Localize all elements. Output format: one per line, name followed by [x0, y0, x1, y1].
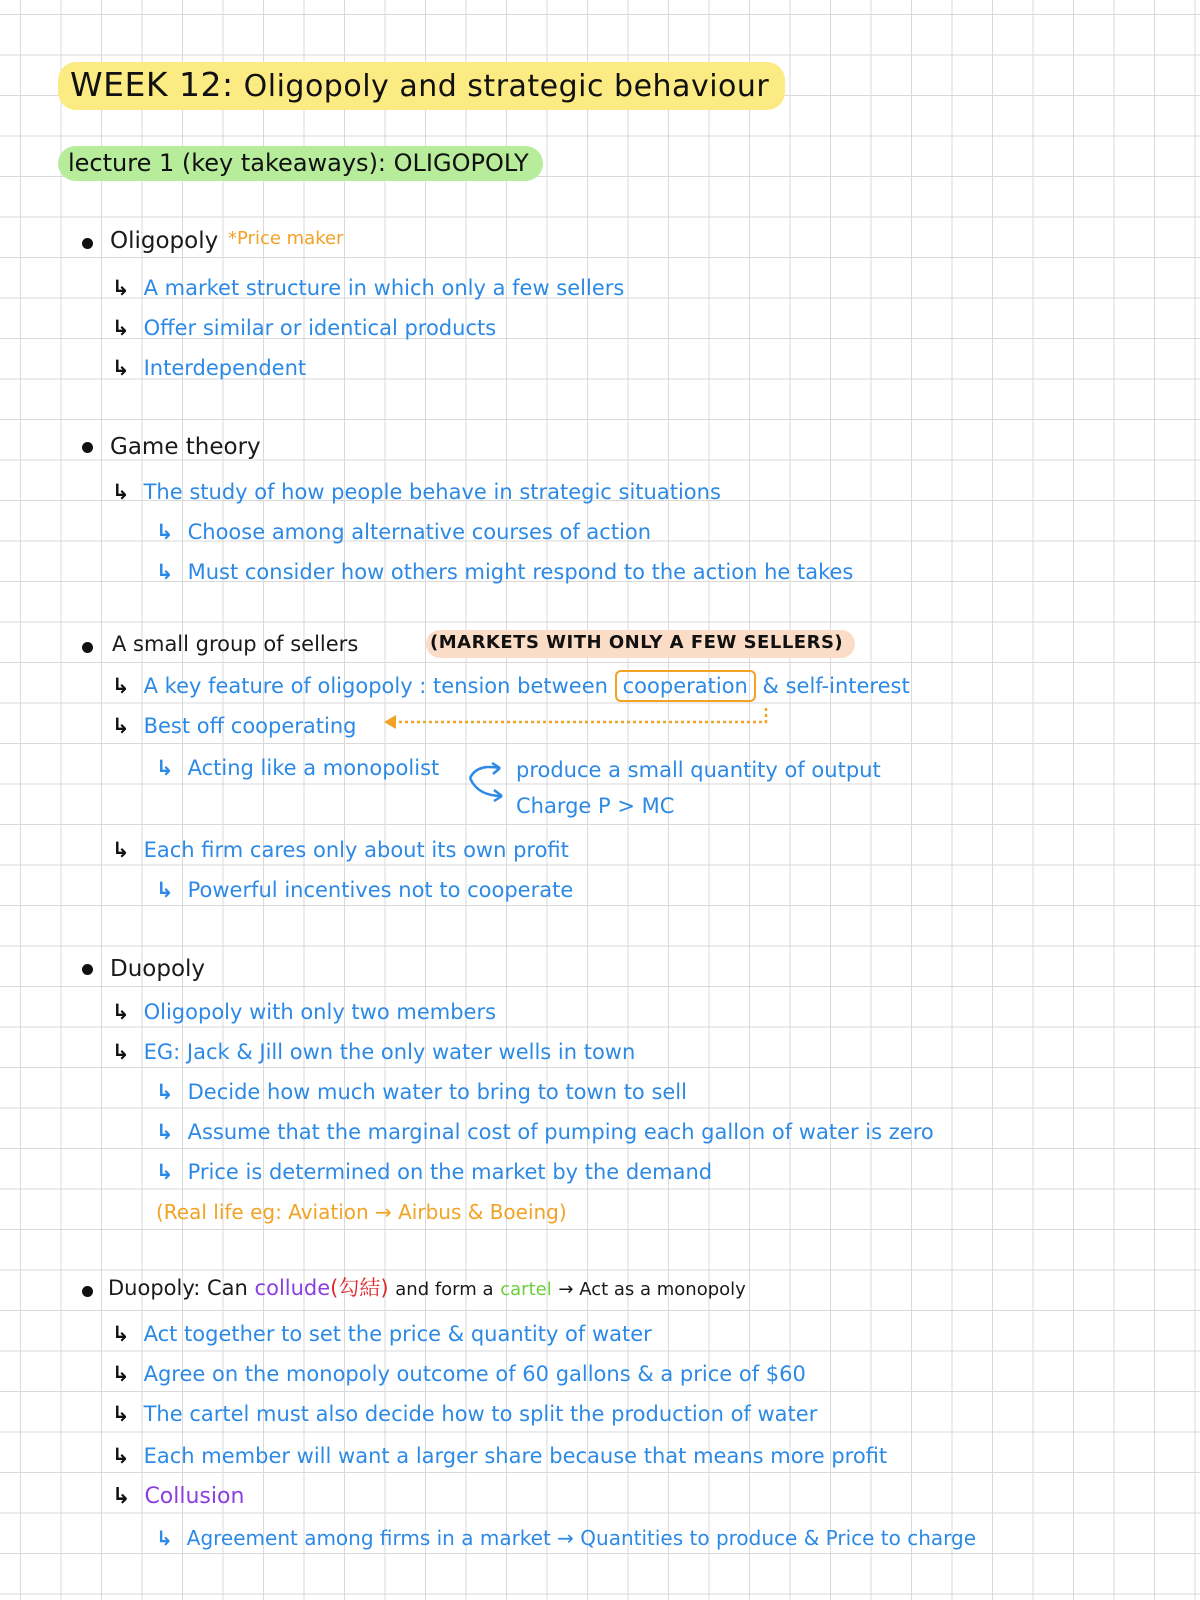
arrow-icon: ↳ [112, 1362, 130, 1386]
duopoly-collude-heading: Duopoly: Can collude(勾結) and form a cartel → Act as a monopoly [108, 1276, 746, 1300]
arrow-icon: ↳ [156, 1160, 174, 1184]
game-theory-subpoint: ↳ Choose among alternative courses of action [156, 520, 652, 544]
arrow-icon: ↳ [112, 674, 130, 698]
game-theory-point: ↳ The study of how people behave in strategic situations [112, 480, 721, 504]
arrow-icon: ↳ [112, 1040, 130, 1064]
small-group-heading: A small group of sellers [112, 632, 359, 656]
title-topic: Oligopoly and strategic behaviour [243, 69, 770, 104]
duopoly-subpoint: ↳ Assume that the marginal cost of pumping each gallon of water is zero [156, 1120, 934, 1144]
arrow-icon: ↳ [112, 838, 130, 862]
duopoly-point: ↳ Oligopoly with only two members [112, 1000, 497, 1024]
oligopoly-point: ↳ A market structure in which only a few sellers [112, 276, 625, 300]
cartel-term: cartel [500, 1279, 552, 1300]
arrow-icon: ↳ [112, 316, 130, 340]
arrow-icon: ↳ [112, 1000, 130, 1024]
arrow-icon: ↳ [156, 560, 174, 584]
collude-point: ↳ The cartel must also decide how to split the production of water [112, 1402, 818, 1426]
each-firm-line: ↳ Each firm cares only about its own profit [112, 838, 569, 862]
duopoly-heading: Duopoly [110, 956, 206, 982]
arrow-icon: ↳ [156, 1080, 174, 1104]
collusion-definition: ↳ Agreement among firms in a market → Quantities to produce & Price to charge [156, 1526, 977, 1550]
arrow-icon: ↳ [156, 520, 174, 544]
oligopoly-heading: Oligopoly [110, 228, 219, 254]
collude-chinese: (勾結) [330, 1276, 389, 1300]
collude-point: ↳ Act together to set the price & quantity of water [112, 1322, 652, 1346]
title-week: WEEK 12: [70, 65, 234, 104]
cooperation-boxed: cooperation [615, 670, 756, 702]
arrow-icon: ↳ [112, 480, 130, 504]
duopoly-subpoint: ↳ Price is determined on the market by the demand [156, 1160, 713, 1184]
arrow-icon: ↳ [112, 714, 130, 738]
collude-point: ↳ Agree on the monopoly outcome of 60 gallons & a price of $60 [112, 1362, 806, 1386]
page-title [58, 62, 785, 110]
arrow-icon: ↳ [112, 1444, 130, 1468]
cooperation-link-arrow [380, 700, 780, 730]
arrow-icon: ↳ [112, 356, 130, 380]
real-life-example: (Real life eg: Aviation → Airbus & Boeing) [156, 1200, 567, 1224]
bullet-game-theory [82, 442, 93, 453]
duopoly-point: ↳ EG: Jack & Jill own the only water wells in town [112, 1040, 636, 1064]
game-theory-subpoint: ↳ Must consider how others might respond to the action he takes [156, 560, 854, 584]
arrow-icon: ↳ [156, 1120, 174, 1144]
arrow-icon: ↳ [112, 1484, 131, 1509]
collusion-line [112, 1486, 244, 1508]
lecture-header: lecture 1 (key takeaways): OLIGOPOLY [58, 146, 543, 181]
collude-term: collude [254, 1276, 331, 1300]
arrow-icon: ↳ [156, 756, 174, 780]
oligopoly-point: ↳ Interdependent [112, 356, 307, 380]
oligopoly-point: ↳ Offer similar or identical products [112, 316, 497, 340]
few-sellers-note: (MARKETS WITH ONLY A FEW SELLERS) [426, 630, 855, 658]
acting-result-1: produce a small quantity of output [516, 758, 881, 782]
key-feature-line: ↳ A key feature of oligopoly : tension between cooperation & self-interest [112, 676, 910, 697]
duopoly-subpoint: ↳ Decide how much water to bring to town to sell [156, 1080, 687, 1104]
bullet-duopoly-collude [82, 1286, 93, 1297]
acting-result-2: Charge P > MC [516, 794, 675, 818]
branch-arrows [466, 760, 512, 802]
arrow-icon: ↳ [156, 1526, 173, 1550]
incentives-line: ↳ Powerful incentives not to cooperate [156, 878, 574, 902]
collude-point: ↳ Each member will want a larger share because that means more profit [112, 1444, 888, 1468]
acting-line: ↳ Acting like a monopolist [156, 756, 440, 780]
arrow-icon: ↳ [112, 1402, 130, 1426]
bullet-duopoly [82, 964, 93, 975]
best-off-line: ↳ Best off cooperating [112, 714, 357, 738]
arrow-icon: ↳ [112, 276, 130, 300]
arrow-icon: ↳ [112, 1322, 130, 1346]
bullet-small-group [82, 642, 93, 653]
price-maker-note: *Price maker [228, 228, 344, 249]
game-theory-heading: Game theory [110, 434, 261, 460]
bullet-oligopoly [82, 238, 93, 249]
collusion-term: Collusion [144, 1484, 245, 1509]
arrow-icon: ↳ [156, 878, 174, 902]
